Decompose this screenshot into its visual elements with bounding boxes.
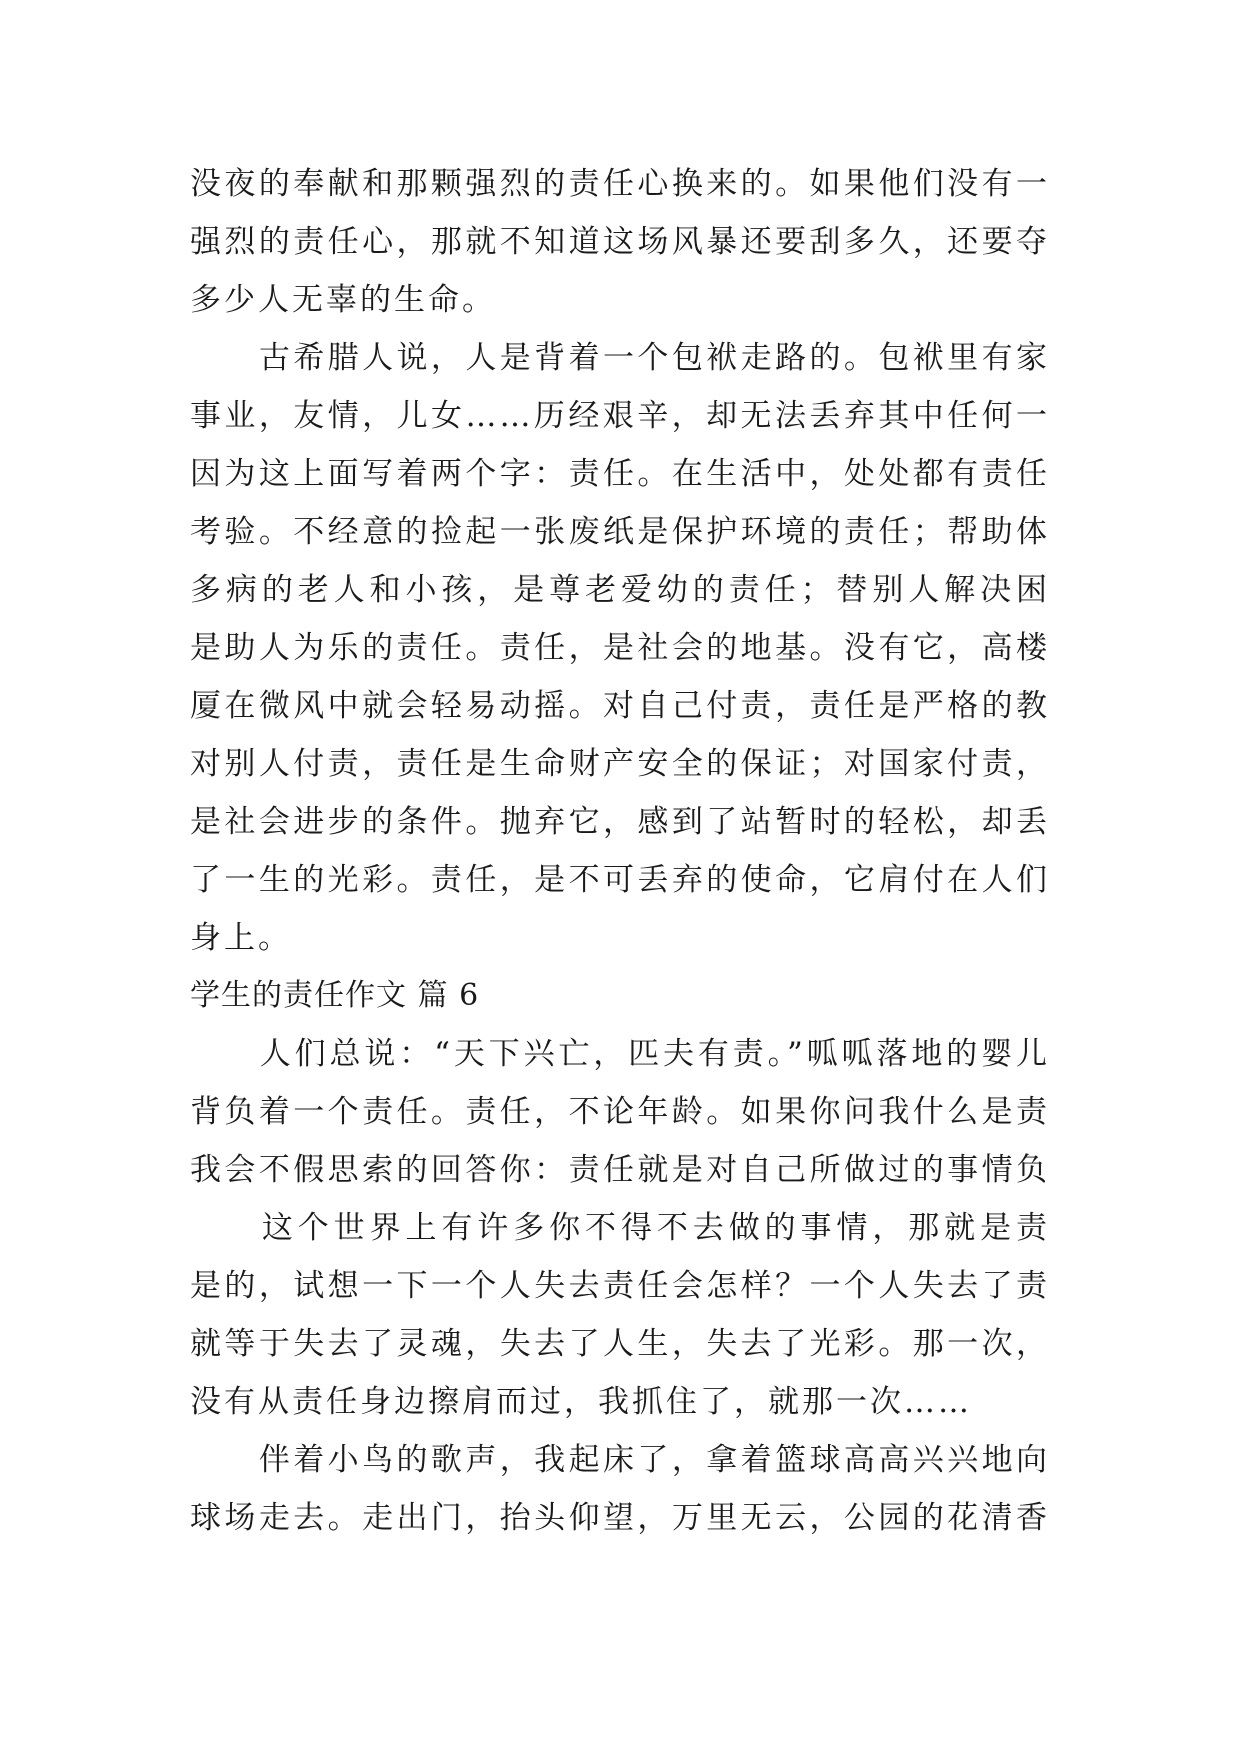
text-line: 对别人付责，责任是生命财产安全的保证；对国家付责， [190,746,1050,782]
paragraph-continuation [190,155,1050,329]
text-line: 事业，友情，儿女……历经艰辛，却无法丢弃其中任何一 [190,398,1050,434]
article-body [190,155,1050,1547]
text-line: 多病的老人和小孩，是尊老爱幼的责任；替别人解决困 [190,572,1050,608]
text-line: 我会不假思索的回答你：责任就是对自己所做过的事情负 [190,1152,1050,1188]
text-line: 因为这上面写着两个字：责任。在生活中，处处都有责任 [190,456,1050,492]
text-line: 古希腊人说，人是背着一个包袱走路的。包袱里有家 [258,340,1050,376]
text-line: 背负着一个责任。责任，不论年龄。如果你问我什么是责 [190,1094,1050,1130]
text-line: 了一生的光彩。责任，是不可丢弃的使命，它肩付在人们 [190,862,1050,898]
paragraph-saying [190,1025,1050,1199]
text-line: 没夜的奉献和那颗强烈的责任心换来的。如果他们没有一 [190,166,1050,202]
text-line: 人们总说：“天下兴亡，匹夫有责。”呱呱落地的婴儿 [259,1036,1050,1072]
text-line: 是助人为乐的责任。责任，是社会的地基。没有它，高楼 [190,630,1050,666]
text-line: 考验。不经意的捡起一张废纸是保护环境的责任；帮助体 [190,514,1050,550]
text-line: 身上。 [190,920,292,956]
text-line: 是的，试想一下一个人失去责任会怎样？一个人失去了责 [190,1268,1050,1304]
text-line: 伴着小鸟的歌声，我起床了，拿着篮球高高兴兴地向 [258,1442,1050,1478]
text-line: 就等于失去了灵魂，失去了人生，失去了光彩。那一次， [190,1326,1050,1362]
text-line: 球场走去。走出门，抬头仰望，万里无云，公园的花清香 [190,1500,1050,1536]
text-line: 是社会进步的条件。抛弃它，感到了站暂时的轻松，却丢 [190,804,1050,840]
article-heading: 学生的责任作文 篇 6 [190,978,480,1013]
text-line: 强烈的责任心，那就不知道这场风暴还要刮多久，还要夺 [190,224,1050,260]
text-line: 多少人无辜的生命。 [190,282,496,318]
paragraph-world [190,1199,1050,1431]
text-line: 厦在微风中就会轻易动摇。对自己付责，责任是严格的教 [190,688,1050,724]
text-line: 这个世界上有许多你不得不去做的事情，那就是责 [261,1210,1050,1246]
text-line: 没有从责任身边擦肩而过，我抓住了，就那一次…… [190,1384,972,1420]
paragraph-ancient-greek [190,329,1050,967]
paragraph-story [190,1431,1050,1547]
